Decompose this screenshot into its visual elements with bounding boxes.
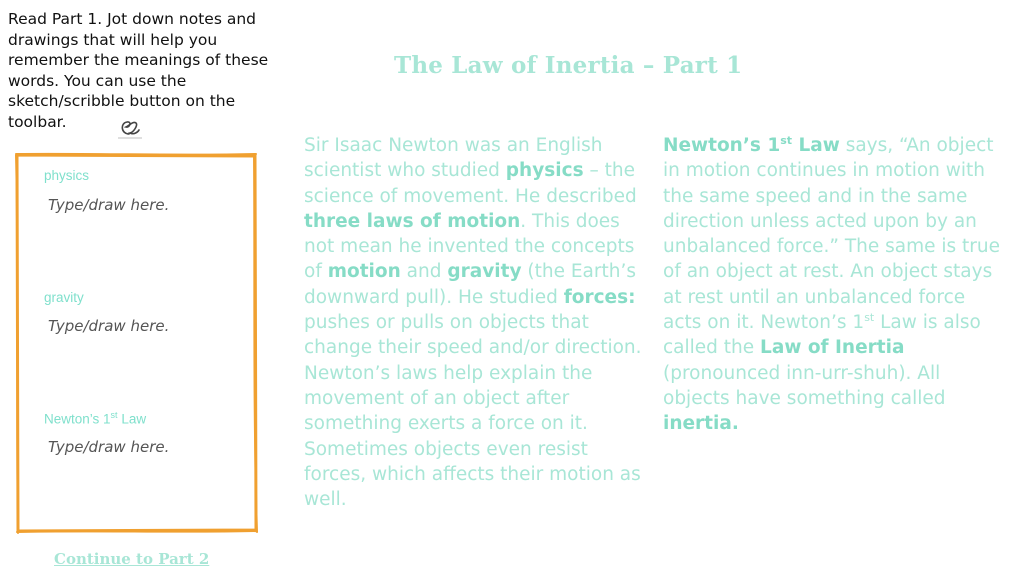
gravity-notes-field[interactable]: Type/draw here. — [48, 317, 170, 335]
term-physics-label: physics — [44, 168, 90, 183]
newton-law-notes-field[interactable]: Type/draw here. — [48, 438, 170, 456]
page-title: The Law of Inertia – Part 1 — [394, 52, 743, 79]
continue-link[interactable]: Continue to Part 2 — [54, 550, 210, 568]
physics-notes-field[interactable]: Type/draw here. — [48, 196, 170, 214]
scribble-icon[interactable] — [115, 114, 145, 140]
right-column-text: Newton’s 1st Law says, “An object in motion continues in motion with the same speed and in the same direction unless acted upon by an unbalanced force.” The same is true of an object at rest. An object stays at rest until an unbalanced force acts on it. Newton’s 1st Law is also called the Law of Inertia (pronounced inn-urr-shuh). All objects have something called inertia. — [663, 133, 1001, 435]
instructions-text: Read Part 1. Jot down notes and drawings that will help you remember the meanings of these words. You can use the sketch/scribble button on the toolbar. — [8, 10, 269, 131]
notes-box — [14, 152, 258, 534]
left-column-text: Sir Isaac Newton was an English scientist who studied physics – the science of movement. He described three laws of motion. This does not mean he invented the concepts of motion and gravity (the Earth’s downward pull). He studied forces: pushes or pulls on objects that change their speed and/or direction. Newton’s laws help explain the movement of an object after something exerts a force on it. Sometimes objects even resist forces, which affects their motion as well. — [304, 135, 642, 511]
term-newton-law-label: Newton’s 1st Law — [44, 410, 147, 427]
term-gravity-label: gravity — [44, 290, 84, 305]
